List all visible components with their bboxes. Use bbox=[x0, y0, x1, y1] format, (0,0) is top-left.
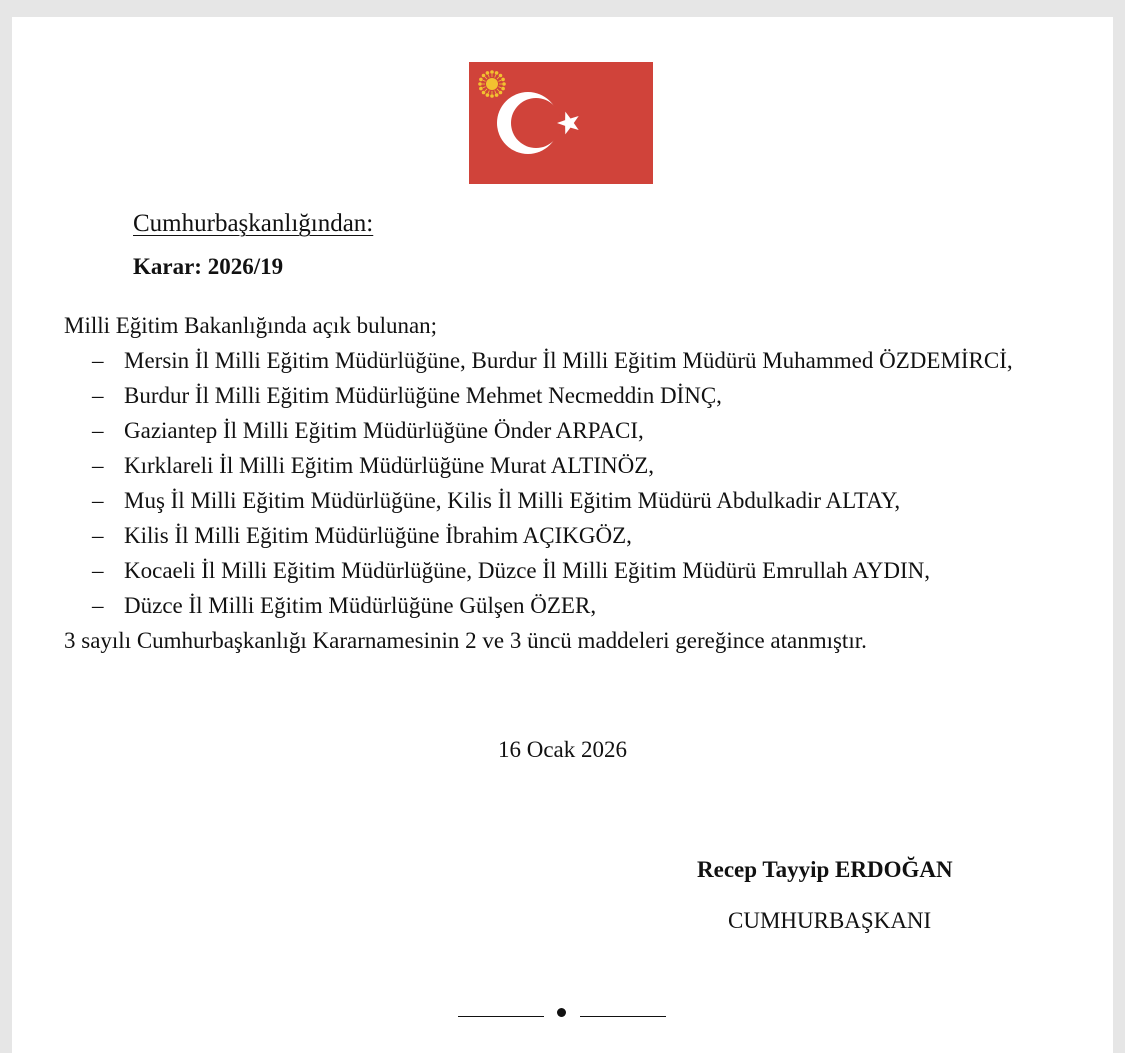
sun-star bbox=[482, 91, 486, 95]
document-body bbox=[64, 308, 1054, 658]
bullet-dash: – bbox=[92, 453, 104, 478]
bullet-dash: – bbox=[92, 593, 104, 618]
appointment-text: Mersin İl Milli Eğitim Müdürlüğüne, Burdur İl Milli Eğitim Müdürü Muhammed ÖZDEMİRCİ, bbox=[124, 348, 1013, 373]
bullet-dash: – bbox=[92, 348, 104, 373]
issuer-heading: Cumhurbaşkanlığından: bbox=[133, 210, 374, 237]
intro-line: Milli Eğitim Bakanlığında açık bulunan; bbox=[64, 313, 438, 338]
sun-star bbox=[499, 91, 503, 95]
signer-title: CUMHURBAŞKANI bbox=[728, 908, 932, 933]
sun-emblem-icon bbox=[478, 70, 506, 98]
sun-star bbox=[499, 74, 503, 78]
decision-number: Karar: 2026/19 bbox=[133, 254, 284, 279]
bullet-dash: – bbox=[92, 488, 104, 513]
appointment-text: Kilis İl Milli Eğitim Müdürlüğüne İbrahim AÇIKGÖZ, bbox=[124, 523, 632, 548]
appointment-text: Burdur İl Milli Eğitim Müdürlüğüne Mehmet Necmeddin DİNÇ, bbox=[124, 383, 722, 408]
appointment-text: Kırklareli İl Milli Eğitim Müdürlüğüne Murat ALTINÖZ, bbox=[124, 453, 654, 478]
bullet-dash: – bbox=[92, 383, 104, 408]
appointment-text: Gaziantep İl Milli Eğitim Müdürlüğüne Önder ARPACI, bbox=[124, 418, 644, 443]
sun-star bbox=[490, 70, 494, 74]
sun-star bbox=[495, 71, 499, 75]
appointment-text: Muş İl Milli Eğitim Müdürlüğüne, Kilis İl Milli Eğitim Müdürü Abdulkadir ALTAY, bbox=[124, 488, 901, 513]
list-item bbox=[64, 413, 1054, 448]
sun-star bbox=[486, 93, 490, 97]
list-item bbox=[64, 448, 1054, 483]
list-item bbox=[64, 483, 1054, 518]
sun-star bbox=[482, 74, 486, 78]
document-page bbox=[12, 17, 1113, 1053]
sun-star bbox=[479, 78, 483, 82]
bullet-dash: – bbox=[92, 558, 104, 583]
appointment-text: Kocaeli İl Milli Eğitim Müdürlüğüne, Düzce İl Milli Eğitim Müdürü Emrullah AYDIN, bbox=[124, 558, 930, 583]
list-item bbox=[64, 518, 1054, 553]
sun-star bbox=[501, 78, 505, 82]
sun-star bbox=[502, 82, 506, 86]
presidential-flag-icon bbox=[469, 62, 653, 184]
end-line-left bbox=[458, 1016, 544, 1017]
list-item bbox=[64, 588, 1054, 623]
sun-star bbox=[486, 71, 490, 75]
bullet-dash: – bbox=[92, 418, 104, 443]
sun-star bbox=[490, 94, 494, 98]
list-item bbox=[64, 553, 1054, 588]
sun-disc bbox=[486, 78, 498, 90]
end-dot bbox=[557, 1008, 566, 1017]
list-item bbox=[64, 378, 1054, 413]
closing-line: 3 sayılı Cumhurbaşkanlığı Kararnamesinin 2 ve 3 üncü maddeleri gereğince atanmıştır. bbox=[64, 628, 867, 653]
end-line-right bbox=[580, 1016, 666, 1017]
signer-name: Recep Tayyip ERDOĞAN bbox=[697, 857, 953, 882]
sun-star bbox=[479, 87, 483, 91]
end-of-document-mark bbox=[458, 1005, 668, 1021]
list-item bbox=[64, 343, 1054, 378]
crescent-inner bbox=[511, 98, 561, 148]
document-date: 16 Ocak 2026 bbox=[497, 737, 628, 762]
sun-star bbox=[501, 87, 505, 91]
sun-star bbox=[478, 82, 482, 86]
appointment-list bbox=[64, 343, 1054, 623]
bullet-dash: – bbox=[92, 523, 104, 548]
sun-star bbox=[495, 93, 499, 97]
appointment-text: Düzce İl Milli Eğitim Müdürlüğüne Gülşen ÖZER, bbox=[124, 593, 597, 618]
